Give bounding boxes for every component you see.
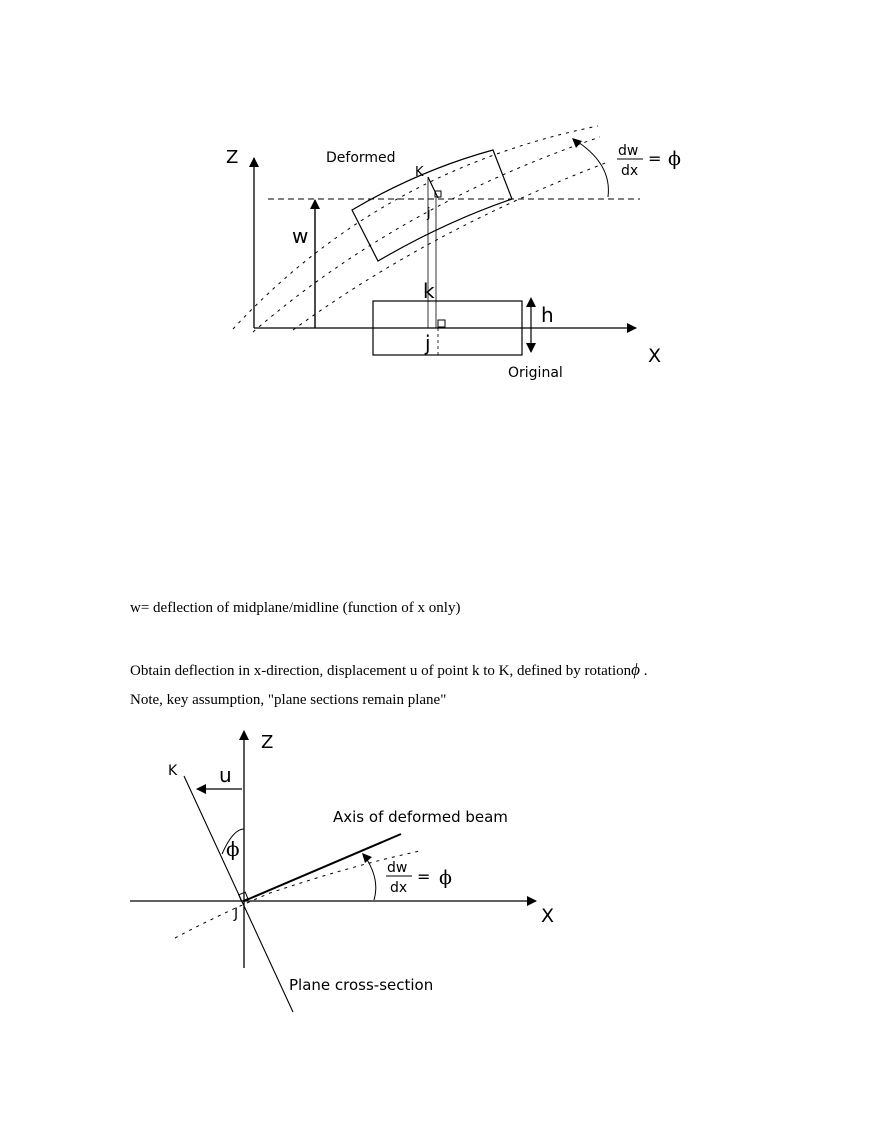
slope-angle-arc: [578, 142, 608, 197]
u-label: u: [219, 763, 232, 787]
slope-angle-arc: [366, 858, 376, 900]
slope-phi: ϕ: [668, 148, 681, 170]
slope-equals: =: [648, 149, 662, 168]
lower-right-angle-mark: [438, 320, 445, 327]
slope-equals: =: [417, 867, 431, 886]
plane-cross-section-label: Plane cross-section: [289, 976, 434, 994]
slope-numerator: dw: [618, 143, 639, 159]
definition-w-text: w= deflection of midplane/midline (function of x only): [130, 600, 461, 616]
slope-phi: ϕ: [439, 867, 452, 889]
z-axis-label: Z: [261, 732, 274, 753]
x-axis-label: X: [648, 345, 662, 367]
slope-numerator: dw: [387, 860, 408, 876]
rotation-phi-label: ϕ: [226, 837, 240, 861]
deflection-description-main: Obtain deflection in x-direction, displacement u of point k to K, defined by rotation: [130, 663, 632, 679]
slope-denominator: dx: [390, 880, 408, 896]
h-label: h: [541, 303, 554, 327]
z-axis-label: Z: [226, 147, 239, 168]
beam-deflection-figure: [226, 126, 681, 381]
beam-bottom-curve: [293, 162, 608, 330]
slope-denominator: dx: [621, 163, 639, 179]
k-label: K: [168, 763, 178, 779]
rotation-figure: [130, 731, 554, 1012]
inline-phi-symbol: ϕ: [631, 660, 640, 679]
deformed-midline-curve: [175, 851, 420, 938]
deflection-description-text: [130, 660, 647, 680]
w-label: w: [292, 224, 309, 248]
beam-top-curve: [233, 126, 598, 329]
lower-k-label: k: [423, 279, 435, 303]
upper-j-label: j: [427, 206, 431, 221]
j-label: J: [234, 906, 239, 922]
deformed-label: Deformed: [326, 150, 396, 166]
assumption-note-text: Note, key assumption, "plane sections remain plane": [130, 692, 447, 708]
deformed-section: [352, 150, 512, 261]
axis-of-deformed-beam-label: Axis of deformed beam: [333, 808, 508, 826]
slope-angle-arrowhead: [572, 138, 582, 148]
x-axis-label: X: [541, 905, 555, 927]
upper-k-label: K: [415, 165, 424, 180]
slope-angle-arrowhead: [362, 853, 372, 863]
plane-cross-section-line: [184, 776, 293, 1012]
deformed-beam-axis: [244, 834, 401, 901]
original-label: Original: [508, 365, 563, 381]
lower-j-label: j: [425, 331, 431, 355]
sentence-end: .: [639, 663, 648, 679]
